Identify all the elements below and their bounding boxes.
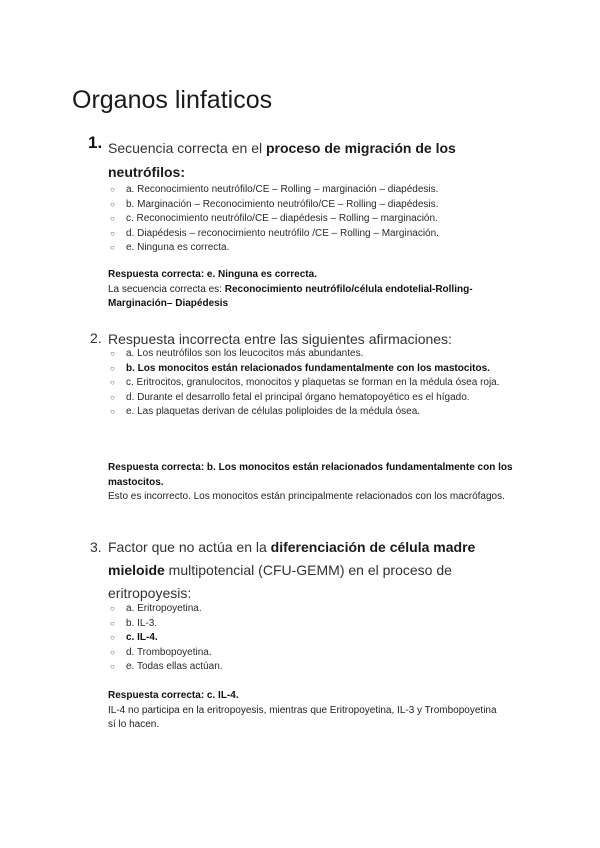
answer-explanation: Esto es incorrecto. Los monocitos están principalmente relacionados con los macrófagos. — [108, 491, 505, 502]
options-list — [108, 183, 528, 256]
list-item: ○ e. Ninguna es correcta. — [108, 241, 528, 256]
answer-explanation: La secuencia correcta es: Reconocimiento neutrófilo/célula endotelial-Rolling-Marginación– Diapédesis — [108, 283, 473, 309]
answer-explanation: IL-4 no participa en la eritropoyesis, mientras que Eritropoyetina, IL-3 y Trombopoyetina sí lo hacen. — [108, 704, 497, 730]
question-2 — [90, 327, 528, 420]
answer-heading: Respuesta correcta: b. Los monocitos están relacionados fundamentalmente con los mastocitos. — [108, 462, 513, 488]
list-item: ○ a. Los neutrófilos son los leucocitos más abundantes. — [108, 347, 520, 362]
list-item: ○ b. Marginación – Reconocimiento neutrófilo/CE – Rolling – diapédesis. — [108, 198, 528, 213]
list-item: ○ a. Reconocimiento neutrófilo/CE – Rolling – marginación – diapédesis. — [108, 183, 528, 198]
answer-heading: Respuesta correcta: e. Ninguna es correcta. — [108, 269, 317, 280]
page-title: Organos linfaticos — [72, 86, 273, 114]
list-item: ○ c. Reconocimiento neutrófilo/CE – diapédesis – Rolling – marginación. — [108, 212, 528, 227]
options-list — [108, 602, 528, 675]
answer-block-2 — [108, 461, 518, 505]
question-number: 2. — [90, 330, 102, 346]
answer-block-1 — [108, 268, 518, 312]
question-3 — [90, 536, 528, 675]
list-item: ○ c. Eritrocitos, granulocitos, monocitos y plaquetas se forman en la médula ósea roja. — [108, 376, 520, 391]
list-item: ○ d. Trombopoyetina. — [108, 646, 528, 661]
question-number: 1. — [88, 133, 103, 152]
list-item: ○ e. Las plaquetas derivan de células poliploides de la médula ósea. — [108, 405, 520, 420]
list-item: ○ b. IL-3. — [108, 617, 528, 632]
list-item: ○ d. Diapédesis – reconocimiento neutrófilo /CE – Rolling – Marginación. — [108, 227, 528, 242]
question-text: Factor que no actúa en la diferenciación de célula madre mieloide multipotencial (CFU-GEMM) en el proceso de eritropoyesis: — [108, 539, 476, 601]
list-item: ○ b. Los monocitos están relacionados fundamentalmente con los mastocitos. — [108, 362, 520, 377]
options-list — [108, 347, 520, 420]
list-item: ○ c. IL-4. — [108, 631, 528, 646]
question-text: Respuesta incorrecta entre las siguientes afirmaciones: — [108, 331, 452, 347]
question-text: Secuencia correcta en el proceso de migración de los neutrófilos: — [108, 140, 456, 180]
question-number: 3. — [90, 539, 102, 555]
list-item: ○ d. Durante el desarrollo fetal el principal órgano hematopoyético es el hígado. — [108, 391, 520, 406]
list-item: ○ a. Eritropoyetina. — [108, 602, 528, 617]
question-1 — [88, 133, 528, 256]
list-item: ○ e. Todas ellas actúan. — [108, 660, 528, 675]
answer-block-3 — [108, 689, 498, 733]
answer-heading: Respuesta correcta: c. IL-4. — [108, 690, 239, 701]
